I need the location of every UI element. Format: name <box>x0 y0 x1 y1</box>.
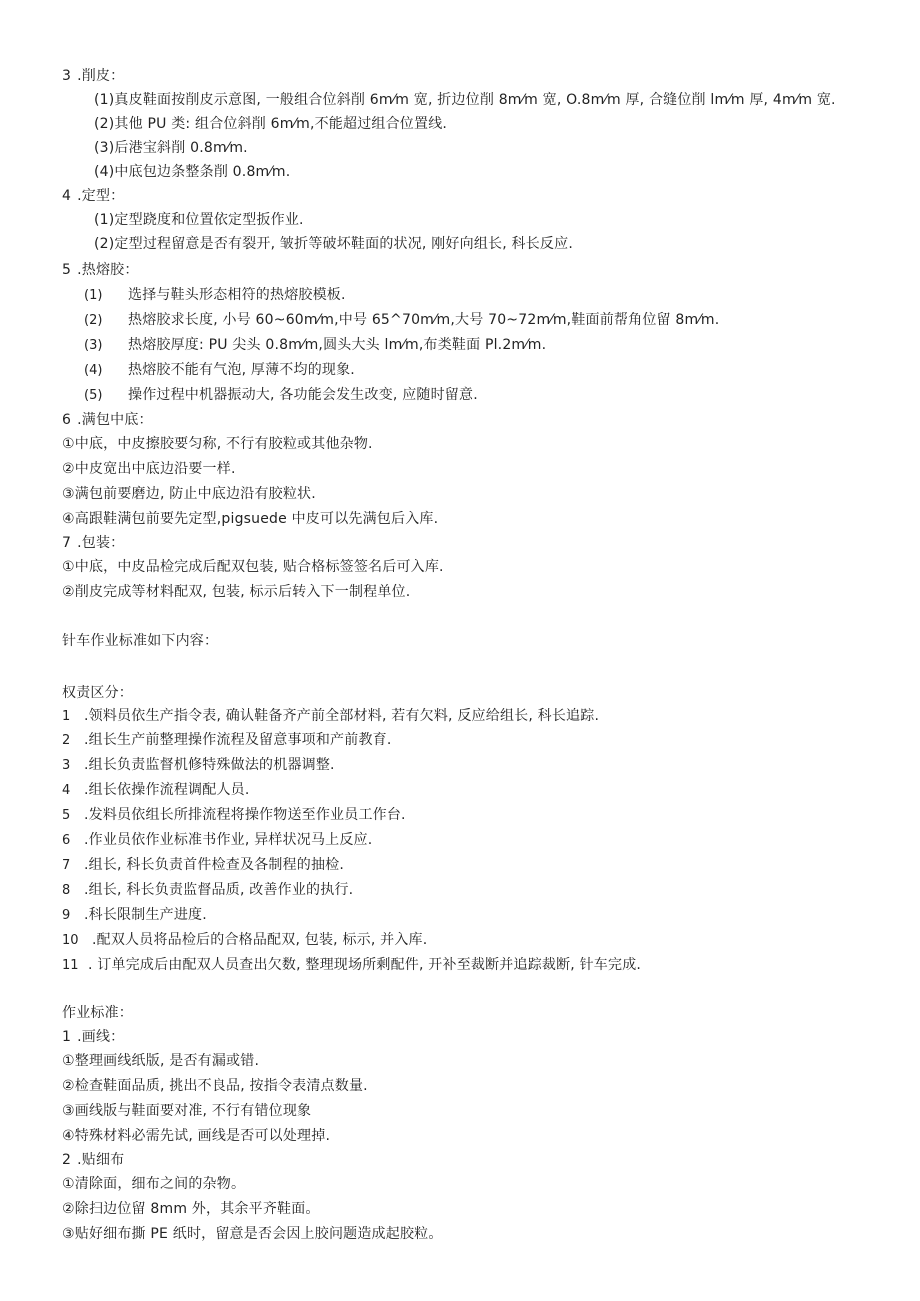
sec6-item: ③满包前要磨边, 防止中底边沿有胶粒状. <box>62 486 316 502</box>
sec5-item-text: 选择与鞋头形态相符的热熔胶模板. <box>128 287 346 303</box>
sec6-item: ④高跟鞋满包前要先定型,pigsuede 中皮可以先满包后入库. <box>62 511 439 527</box>
rights-item-text: .科长限制生产进度. <box>84 907 207 923</box>
section-number: 5 <box>62 262 72 278</box>
section-number: 1 <box>62 1029 72 1045</box>
section-3-heading <box>62 66 124 86</box>
sec5-item-text: 热熔胶求长度, 小号 60~60m⁄m,中号 65^70m⁄m,大号 70~72m⁄m,鞋面前帮角位留 8m⁄m. <box>128 312 720 328</box>
std2-item: ③贴好细布撕 PE 纸时，留意是否会因上胶问题造成起胶粒。 <box>62 1226 443 1242</box>
sec7-item: ①中底，中皮品检完成后配双包装, 贴合格标签签名后可入库. <box>62 559 444 575</box>
section-number: 2 <box>62 1152 72 1168</box>
section-title: .热熔胶： <box>77 262 139 278</box>
rights-item-number: 7 <box>62 858 71 873</box>
rights-item-number: 4 <box>62 783 71 798</box>
rights-item-text: .作业员依作业标准书作业, 异样状况马上反应. <box>84 832 373 848</box>
section-title: .定型： <box>77 188 125 204</box>
sec6-item: ①中底，中皮擦胶要匀称, 不行有胶粒或其他杂物. <box>62 436 373 452</box>
standard-1-heading <box>62 1027 124 1047</box>
sec5-item-number: (2) <box>84 313 103 328</box>
rights-item-number: 3 <box>62 758 71 773</box>
sec3-item: (3)后港宝斜削 0.8m⁄m. <box>94 140 248 156</box>
section-number: 4 <box>62 188 72 204</box>
section-title: .贴细布 <box>77 1152 125 1168</box>
rights-item-text: .组长依操作流程调配人员. <box>84 782 250 798</box>
section-number: 6 <box>62 412 72 428</box>
section-number: 3 <box>62 68 72 84</box>
section-title: .画线： <box>77 1029 125 1045</box>
sec5-item-number: (1) <box>84 288 103 303</box>
rights-item-number: 6 <box>62 833 71 848</box>
rights-item-number: 8 <box>62 883 71 898</box>
std1-item: ④特殊材料必需先试, 画线是否可以处理掉. <box>62 1128 331 1144</box>
sec5-item-text: 热熔胶厚度: PU 尖头 0.8m⁄m,圆头大头 lm⁄m,布类鞋面 Pl.2m⁄m. <box>128 337 547 353</box>
section-title: .包装： <box>77 535 125 551</box>
rights-item-number: 9 <box>62 908 71 923</box>
sec3-item: (1)真皮鞋面按削皮示意图, 一般组合位斜削 6m⁄m 宽, 折边位削 8m⁄m 宽, O.8m⁄m 厚, 合缝位削 lm⁄m 厚, 4m⁄m 宽. <box>94 92 836 108</box>
std1-item: ①整理画线纸版, 是否有漏或错. <box>62 1053 260 1069</box>
rights-item-text: .配双人员将品检后的合格品配双, 包装, 标示, 并入库. <box>92 932 428 948</box>
sec4-item: (1)定型跷度和位置依定型扳作业. <box>94 212 304 228</box>
section-6-heading <box>62 410 153 430</box>
section-title: .满包中底： <box>77 412 153 428</box>
rights-item-text: .发料员依组长所排流程将操作物送至作业员工作台. <box>84 807 406 823</box>
std2-item: ①清除面，细布之间的杂物。 <box>62 1176 246 1192</box>
rights-item-number: 1 <box>62 709 71 724</box>
std1-item: ②检查鞋面品质, 挑出不良品, 按指令表清点数量. <box>62 1078 368 1094</box>
sec5-item-number: (5) <box>84 388 103 403</box>
sec5-item-text: 操作过程中机器振动大, 各功能会发生改变, 应随时留意. <box>128 387 478 403</box>
section-number: 7 <box>62 535 72 551</box>
rights-title: 权责区分： <box>62 685 133 701</box>
rights-item-text: .组长, 科长负责监督品质, 改善作业的执行. <box>84 882 354 898</box>
section-7-heading <box>62 533 124 553</box>
rights-item-number: 11 <box>62 958 79 973</box>
std2-item: ②除扫边位留 8mm 外，其余平齐鞋面。 <box>62 1201 320 1217</box>
sec5-item-number: (3) <box>84 338 103 353</box>
standard-2-heading <box>62 1150 124 1170</box>
rights-item-text: .组长负责监督机修特殊做法的机器调整. <box>84 757 335 773</box>
rights-item-number: 5 <box>62 808 71 823</box>
sec5-item-text: 热熔胶不能有气泡, 厚薄不均的现象. <box>128 362 355 378</box>
sec3-item: (2)其他 PU 类: 组合位斜削 6m⁄m,不能超过组合位置线. <box>94 116 448 132</box>
rights-item-number: 2 <box>62 733 71 748</box>
sec7-item: ②削皮完成等材料配双, 包装, 标示后转入下一制程单位. <box>62 584 411 600</box>
rights-item-text: .领料员依生产指令表, 确认鞋备齐产前全部材料, 若有欠料, 反应给组长, 科长追踪. <box>84 708 600 724</box>
rights-item-text: . 订单完成后由配双人员查出欠数, 整理现场所剩配件, 开补至裁断并追踪裁断, 针车完成. <box>88 957 642 973</box>
intro-text: 针车作业标准如下内容： <box>62 633 219 649</box>
standard-title: 作业标准： <box>62 1005 133 1021</box>
sec4-item: (2)定型过程留意是否有裂开, 皱折等破坏鞋面的状况, 刚好向组长, 科长反应. <box>94 236 573 252</box>
section-5-heading <box>62 260 139 280</box>
rights-item-text: .组长, 科长负责首件检查及各制程的抽检. <box>84 857 344 873</box>
sec3-item: (4)中底包边条整条削 0.8m⁄m. <box>94 164 291 180</box>
sec6-item: ②中皮宽出中底边沿要一样. <box>62 461 236 477</box>
rights-item-text: .组长生产前整理操作流程及留意事项和产前教育. <box>84 732 392 748</box>
rights-item-number: 10 <box>62 933 79 948</box>
section-title: .削皮： <box>77 68 125 84</box>
std1-item: ③画线版与鞋面要对准, 不行有错位现象 <box>62 1103 312 1119</box>
sec5-item-number: (4) <box>84 363 103 378</box>
section-4-heading <box>62 186 124 206</box>
